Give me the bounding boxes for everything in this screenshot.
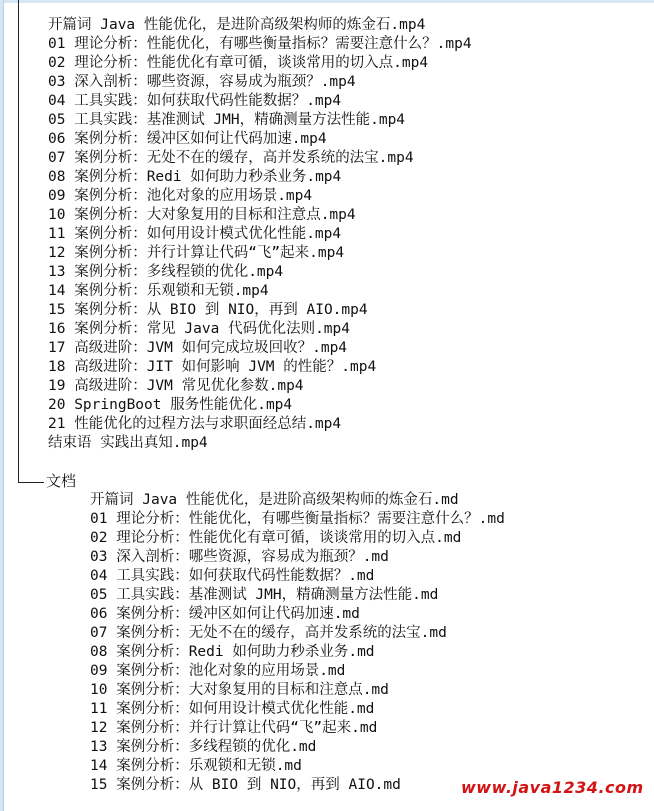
- watermark: www.java1234.com: [461, 777, 651, 799]
- file-entry[interactable]: 07 案例分析：无处不在的缓存，高并发系统的法宝.mp4: [48, 150, 414, 166]
- file-entry[interactable]: 16 案例分析：常见 Java 代码优化法则.mp4: [48, 321, 350, 337]
- file-entry[interactable]: 12 案例分析：并行计算让代码“飞”起来.mp4: [48, 245, 345, 261]
- file-entry[interactable]: 10 案例分析：大对象复用的目标和注意点.mp4: [48, 207, 356, 223]
- file-entry[interactable]: 11 案例分析：如何用设计模式优化性能.mp4: [48, 226, 342, 242]
- file-entry[interactable]: 01 理论分析：性能优化，有哪些衡量指标？需要注意什么？.mp4: [48, 36, 472, 52]
- file-entry[interactable]: 02 理论分析：性能优化有章可循，谈谈常用的切入点.md: [90, 530, 462, 546]
- file-entry[interactable]: 19 高级进阶：JVM 常见优化参数.mp4: [48, 378, 304, 394]
- file-entry[interactable]: 15 案例分析：从 BIO 到 NIO，再到 AIO.mp4: [48, 302, 368, 318]
- file-entry[interactable]: 20 SpringBoot 服务性能优化.mp4: [48, 397, 293, 413]
- file-entry[interactable]: 09 案例分析：池化对象的应用场景.mp4: [48, 188, 313, 204]
- tree-vertical-line: [18, 0, 19, 482]
- docs-file-list: [90, 491, 505, 795]
- video-file-list: [48, 16, 472, 453]
- file-entry[interactable]: 12 案例分析：并行计算让代码“飞”起来.md: [90, 720, 378, 736]
- file-entry[interactable]: 08 案例分析：Redi 如何助力秒杀业务.md: [90, 644, 375, 660]
- file-entry[interactable]: 17 高级进阶：JVM 如何完成垃圾回收？.mp4: [48, 340, 348, 356]
- file-entry[interactable]: 08 案例分析：Redi 如何助力秒杀业务.mp4: [48, 169, 342, 185]
- file-entry[interactable]: 02 理论分析：性能优化有章可循，谈谈常用的切入点.mp4: [48, 55, 429, 71]
- file-entry[interactable]: 10 案例分析：大对象复用的目标和注意点.md: [90, 682, 389, 698]
- file-entry[interactable]: 04 工具实践：如何获取代码性能数据？.mp4: [48, 93, 342, 109]
- file-entry[interactable]: 11 案例分析：如何用设计模式优化性能.md: [90, 701, 375, 717]
- file-entry[interactable]: 18 高级进阶：JIT 如何影响 JVM 的性能？.mp4: [48, 359, 377, 375]
- file-entry[interactable]: 开篇词 Java 性能优化，是进阶高级架构师的炼金石.md: [90, 492, 459, 508]
- window-top-border: [0, 0, 654, 3]
- file-entry[interactable]: 14 案例分析：乐观锁和无锁.mp4: [48, 283, 269, 299]
- file-entry[interactable]: 结束语 实践出真知.mp4: [48, 435, 208, 451]
- file-entry[interactable]: 开篇词 Java 性能优化，是进阶高级架构师的炼金石.mp4: [48, 17, 426, 33]
- file-entry[interactable]: 13 案例分析：多线程锁的优化.mp4: [48, 264, 284, 280]
- file-entry[interactable]: 03 深入剖析：哪些资源，容易成为瓶颈？.mp4: [48, 74, 356, 90]
- file-entry[interactable]: 07 案例分析：无处不在的缓存，高并发系统的法宝.md: [90, 625, 447, 641]
- file-entry[interactable]: 14 案例分析：乐观锁和无锁.md: [90, 758, 302, 774]
- file-entry[interactable]: 01 理论分析：性能优化，有哪些衡量指标？需要注意什么？.md: [90, 511, 505, 527]
- file-entry[interactable]: 06 案例分析：缓冲区如何让代码加速.md: [90, 606, 360, 622]
- file-entry[interactable]: 15 案例分析：从 BIO 到 NIO，再到 AIO.md: [90, 777, 401, 793]
- file-entry[interactable]: 06 案例分析：缓冲区如何让代码加速.mp4: [48, 131, 327, 147]
- file-entry[interactable]: 13 案例分析：多线程锁的优化.md: [90, 739, 317, 755]
- file-entry[interactable]: 03 深入剖析：哪些资源，容易成为瓶颈？.md: [90, 549, 389, 565]
- file-entry[interactable]: 04 工具实践：如何获取代码性能数据？.md: [90, 568, 375, 584]
- file-entry[interactable]: 21 性能优化的过程方法与求职面经总结.mp4: [48, 416, 342, 432]
- docs-folder-label[interactable]: 文档: [46, 472, 77, 490]
- file-entry[interactable]: 09 案例分析：池化对象的应用场景.md: [90, 663, 346, 679]
- tree-branch-line: [18, 482, 44, 483]
- file-entry[interactable]: 05 工具实践：基准测试 JMH，精确测量方法性能.md: [90, 587, 439, 603]
- file-entry[interactable]: 05 工具实践：基准测试 JMH，精确测量方法性能.mp4: [48, 112, 406, 128]
- window-left-border: [0, 0, 4, 811]
